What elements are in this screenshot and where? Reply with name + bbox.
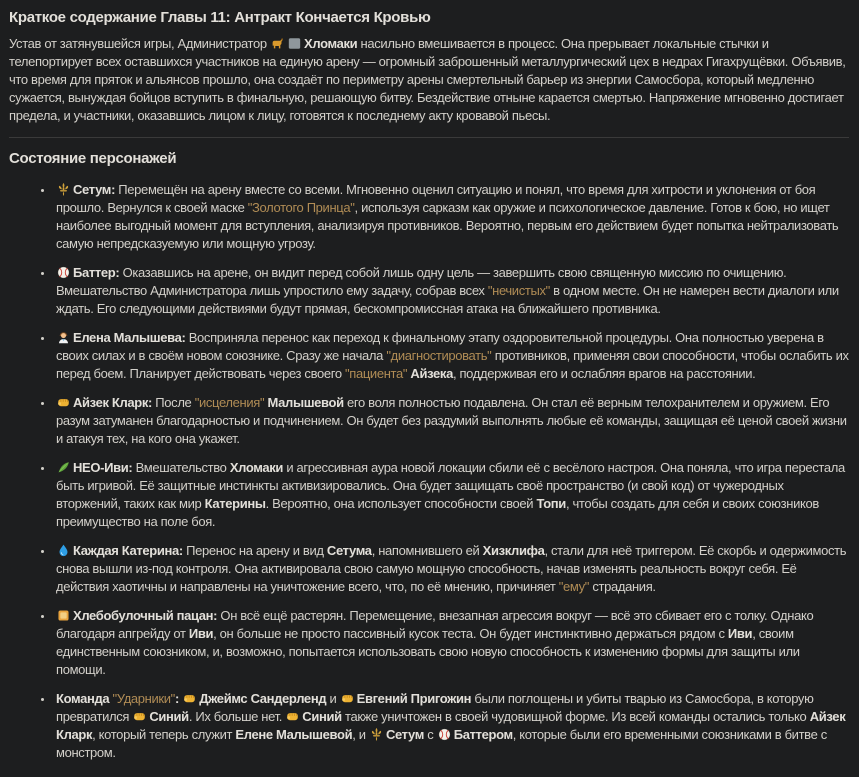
text-run: "пациента" <box>345 366 408 381</box>
text-run: Каждая Катерина: <box>73 543 183 558</box>
goat-emoji <box>271 37 284 50</box>
text-run: , напомнившего ей <box>371 543 483 558</box>
text-run: Команда <box>56 691 113 706</box>
section-divider <box>9 137 849 138</box>
text-run: противников, применяя свои способности, чтобы ослабить их перед боем. Планирует действовать через своего <box>56 348 852 381</box>
text-run: Айзек Кларк <box>56 709 849 742</box>
text-run: Перенос на арену и вид <box>182 543 327 558</box>
page-title: Краткое содержание Главы 11: Антракт Кончается Кровью <box>9 9 431 26</box>
text-run: в одном месте. Он не намерен вести диалоги или ждать. Его следующими действиями будут прямая, бескомпромиссная атака на ближайшего противника. <box>56 283 843 316</box>
character-item-bread-boy <box>54 607 849 679</box>
woman-health-worker-emoji <box>57 331 70 344</box>
fist-emoji <box>286 710 299 723</box>
text-run: его воля полностью подавлена. Он стал её верным телохранителем и оружием. Его разум затуманен благодарностью и подчинением. Он будет без раздумий выполнять любые её команды, защищая её ценой своей жизни и атакуя тех, на кого она укажет. <box>56 395 850 446</box>
text-run: Синий <box>302 709 342 724</box>
text-run: Сетум: <box>73 182 116 197</box>
text-run: "ему" <box>558 579 590 594</box>
text-run: , которые были его временными союзниками в битве с монстром. <box>56 727 831 760</box>
character-list <box>9 181 852 762</box>
droplet-emoji <box>57 544 70 557</box>
text-run: : <box>174 691 179 706</box>
text-run: Катерины <box>204 496 266 511</box>
fist-emoji <box>57 396 70 409</box>
character-item-setum <box>54 181 849 253</box>
text-run: с <box>424 727 437 742</box>
text-run: Хломаки <box>229 460 284 475</box>
text-run: насильно вмешивается в процесс. Она прерывает локальные стычки и телепортирует всех оставшихся участников на единую арену — огромный заброшенный металлургический цех в недрах Гигахрущёвки. Объявив, что время для пряток и альянсов прошло, она создаёт по периметру арены смертельный барьер из энергии Самосбора, который медленно сужается, вынуждая бойцов вступить в финальную, решающую битву. Бездействие отныне карается смертью. Напряжение мгновенно достигает предела, и участники, оказавшись лицом к лицу, готовятся к последнему акту кровавой пьесы. <box>9 36 849 123</box>
text-run: Оказавшись на арене, он видит перед собой лишь одну цель — завершить свою священную миссию по очищению. Вмешательство Администратора лишь упростило ему задачу, собрав всех <box>56 265 790 298</box>
text-run: и агрессивная аура новой локации сбили её с весёлого настроя. Она поняла, что игра перестала быть игривой. Её защитные инстинкты активизировались. Она будет защищать своё пространство (и свой код) от чужеродных вторжений, таких как мир <box>56 460 849 511</box>
text-run: Синий <box>149 709 189 724</box>
text-run: Устав от затянувшейся игры, Администратор <box>9 36 271 51</box>
baseball-emoji <box>57 266 70 279</box>
text-run: Малышевой <box>267 395 344 410</box>
text-run: "диагностировать" <box>386 348 492 363</box>
text-run: После <box>152 395 195 410</box>
text-run: , поддерживая его и ослабляя врагов на расстоянии. <box>452 366 756 381</box>
text-run: Айзека <box>410 366 453 381</box>
text-run: , чтобы создать для себя и своих союзников преимущество на поле боя. <box>56 496 823 529</box>
text-run: Хизклифа <box>482 543 545 558</box>
text-run: Баттером <box>453 727 513 742</box>
text-run: "Ударники" <box>112 691 175 706</box>
text-run: Айзек Кларк: <box>73 395 153 410</box>
character-item-malysheva <box>54 329 852 383</box>
character-item-udarniki-team <box>54 690 849 762</box>
fleur-de-lis-emoji <box>370 728 383 741</box>
text-run: Хломаки <box>304 36 358 51</box>
text-run: и <box>326 691 340 706</box>
section-heading: Состояние персонажей <box>9 150 177 167</box>
text-run: Сетума <box>326 543 372 558</box>
fist-emoji <box>341 692 354 705</box>
text-run: страдания. <box>589 579 656 594</box>
herb-emoji <box>57 461 70 474</box>
text-run: Баттер: <box>73 265 120 280</box>
text-run: также уничтожен в своей чудовищной форме. Из всей команды остались только <box>341 709 810 724</box>
missing-glyph-box <box>288 37 301 50</box>
text-run: Сетум <box>385 727 425 742</box>
text-run: Он всё ещё растерян. Перемещение, внезапная агрессия вокруг — всё это сбивает его с толку. Однако благодаря апгрейду от <box>56 608 817 641</box>
text-run: "Золотого Принца" <box>247 200 355 215</box>
text-run: , используя сарказм как оружие и психологическое давление. Готов к бою, но ищет наиболее выгодный момент для вступления, анализируя противников. Вероятно, первым его действием будет попытка нейтрализовать самую непредсказуемую или мощную угрозу. <box>56 200 842 251</box>
text-run: "исцеления" <box>194 395 265 410</box>
text-run: "нечистых" <box>487 283 550 298</box>
bread-emoji <box>57 609 70 622</box>
text-run: Елена Малышева: <box>73 330 186 345</box>
text-run: Восприняла перенос как переход к финальному этапу оздоровительной процедуры. Она полностью уверена в своих силах и в своём новом союзнике. Сразу же начала <box>56 330 827 363</box>
text-run: . Их больше нет. <box>188 709 286 724</box>
character-item-batter <box>54 264 849 318</box>
text-run: . Вероятно, она использует способности своей <box>265 496 537 511</box>
character-item-isaac-clarke <box>54 394 849 448</box>
text-run: Джеймс Сандерленд <box>199 691 327 706</box>
text-run: Хлебобулочный пацан: <box>73 608 218 623</box>
fist-emoji <box>183 692 196 705</box>
text-run: Вмешательство <box>132 460 230 475</box>
text-run: , и <box>352 727 369 742</box>
fleur-de-lis-emoji <box>57 183 70 196</box>
text-run: Иви <box>188 626 214 641</box>
character-item-neo-ivy <box>54 459 849 531</box>
text-run: Топи <box>536 496 566 511</box>
text-run <box>179 691 182 706</box>
text-run: , стали для неё триггером. Её скорбь и одержимость снова вышли из-под контроля. Она активировала свою самую мощную способность, начав изменять реальность вокруг себя. Её действия хаотичны и направлены на уничтожение всего, что, по её мнению, причиняет <box>56 543 850 594</box>
text-run: Елене Малышевой <box>235 727 353 742</box>
text-run: , который теперь служит <box>92 727 236 742</box>
text-run: Перемещён на арену вместе со всеми. Мгновенно оценил ситуацию и понял, что время для хитрости и уклонения от боя прошло. Вернулся к своей маске <box>56 182 819 215</box>
text-run: Иви <box>727 626 753 641</box>
baseball-emoji <box>438 728 451 741</box>
character-item-katerina <box>54 542 849 596</box>
text-run: Евгений Пригожин <box>356 691 472 706</box>
intro-paragraph <box>9 35 849 125</box>
text-run: НЕО-Иви: <box>73 460 133 475</box>
text-run: были поглощены и убиты тварью из Самосбора, в которую превратился <box>56 691 817 724</box>
fist-emoji <box>133 710 146 723</box>
text-run: , своим единственным союзником, и, возможно, попытается использовать свою новую способность к изменению формы для защиты или помощи. <box>56 626 803 677</box>
text-run: , он больше не просто пассивный кусок теста. Он будет инстинктивно держаться рядом с <box>213 626 728 641</box>
